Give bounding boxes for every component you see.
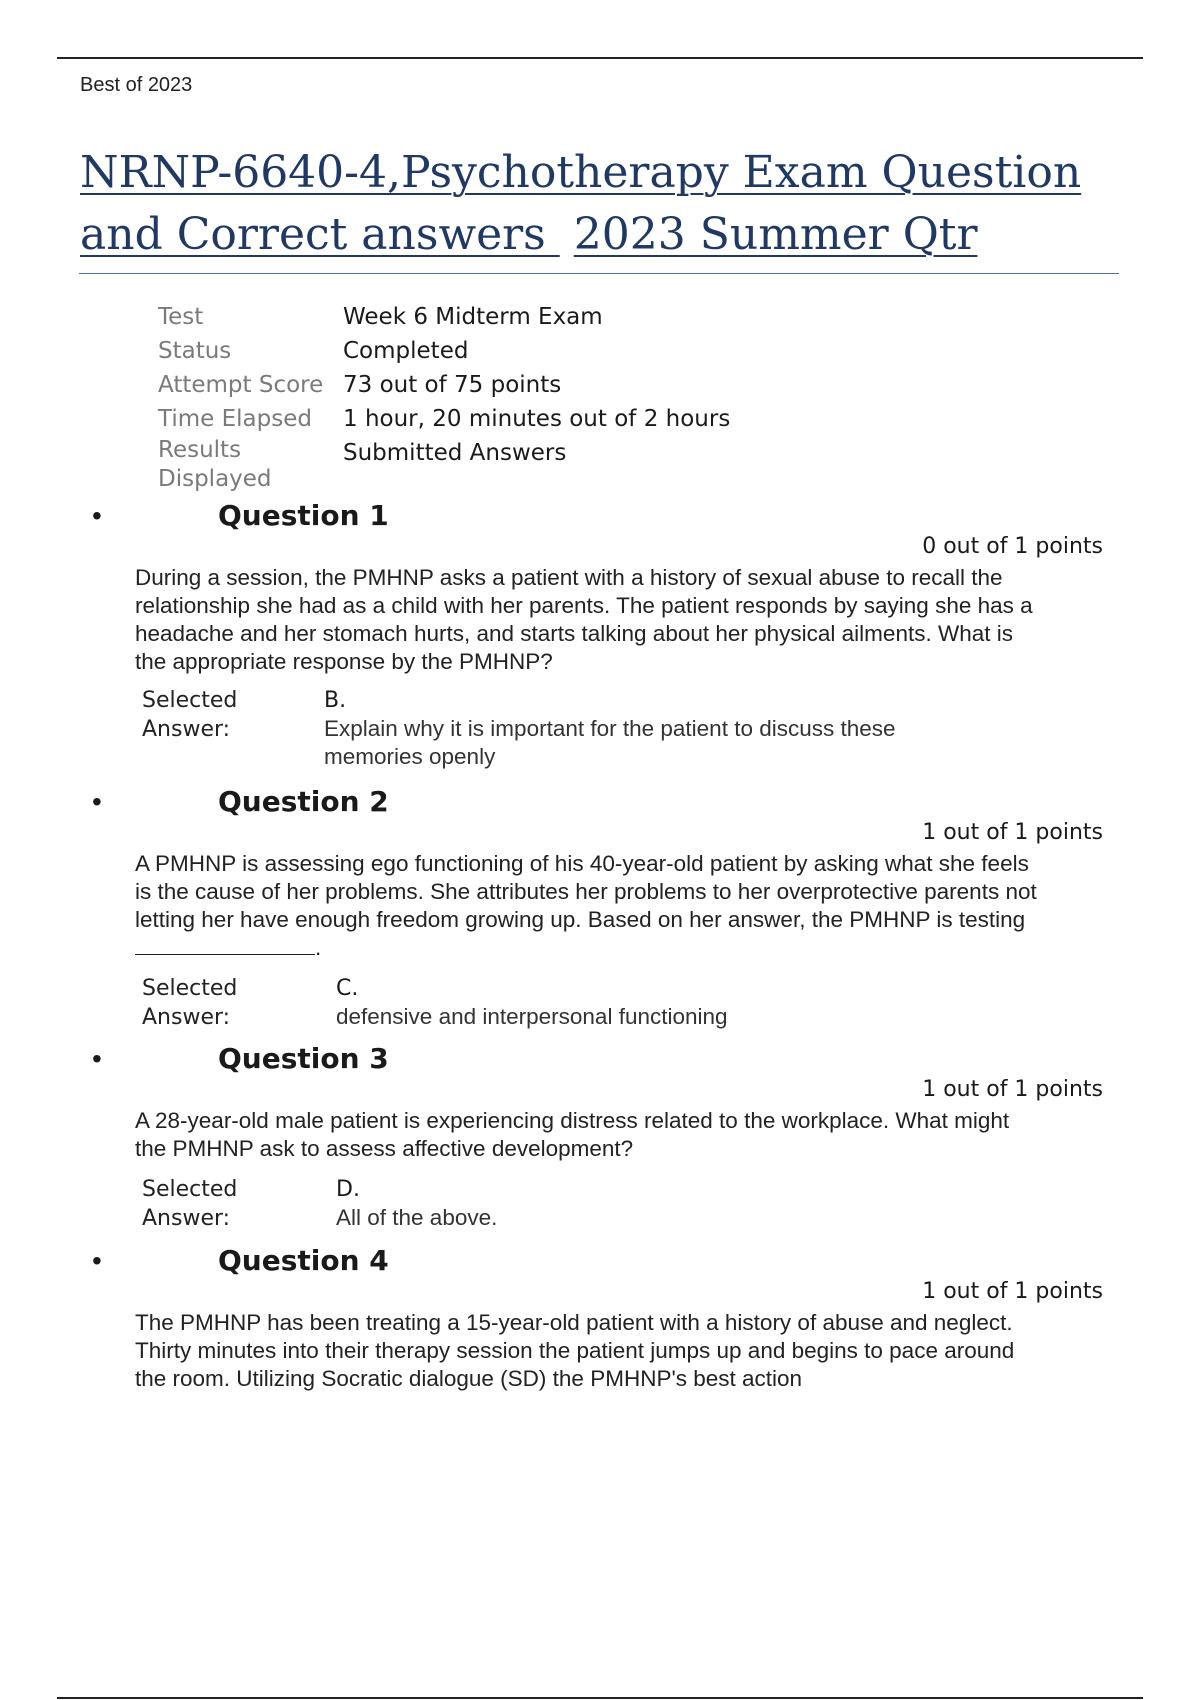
title-rule xyxy=(79,273,1119,274)
header-label: Best of 2023 xyxy=(80,74,193,96)
question-text: The PMHNP has been treating a 15-year-old patient with a history of abuse and neglect. Thirty minutes into their therapy session the patient jumps up and begins to pace around the room. Utilizing Socratic dialogue (SD) the PMHNP's best action xyxy=(135,1310,1015,1391)
question-text xyxy=(135,850,1045,962)
answer-label xyxy=(142,1175,237,1233)
question-text-end: . xyxy=(315,935,322,960)
answer-body xyxy=(324,686,964,771)
answer-text: All of the above. xyxy=(336,1205,498,1230)
answer-text: Explain why it is important for the patient to discuss these memories openly xyxy=(324,716,896,769)
info-key: Results Displayed xyxy=(158,437,272,492)
info-key: Time Elapsed xyxy=(158,406,312,432)
info-key: Attempt Score xyxy=(158,372,324,398)
info-row-results xyxy=(158,436,730,494)
question-title: Question 1 xyxy=(218,499,389,532)
info-value: Submitted Answers xyxy=(343,440,567,466)
selected-answer xyxy=(142,974,728,1032)
question-block xyxy=(0,1041,1200,1241)
answer-label xyxy=(142,686,237,744)
answer-label-line-2: Answer: xyxy=(142,717,231,742)
bullet: • xyxy=(92,1043,102,1074)
answer-body xyxy=(336,974,976,1031)
question-points: 1 out of 1 points xyxy=(922,820,1103,845)
info-row-test xyxy=(158,300,730,334)
info-row-score xyxy=(158,368,730,402)
info-row-status xyxy=(158,334,730,368)
info-value: 1 hour, 20 minutes out of 2 hours xyxy=(343,406,731,432)
answer-letter: C. xyxy=(336,976,359,1001)
bullet: • xyxy=(92,786,102,817)
bullet: • xyxy=(92,500,102,531)
selected-answer xyxy=(142,686,896,769)
question-title: Question 4 xyxy=(218,1244,389,1277)
question-block xyxy=(0,498,1200,778)
test-info-table xyxy=(158,300,730,494)
question-text-body: A PMHNP is assessing ego functioning of his 40-year-old patient by asking what she feels is the cause of her problems. She attributes her problems to her overprotective parents not letting her have enough freedom growing up. Based on her answer, the PMHNP is testing xyxy=(135,851,1037,932)
info-key: Status xyxy=(158,338,232,364)
question-text: A 28-year-old male patient is experiencing distress related to the workplace. What might the PMHNP ask to assess affective development? xyxy=(135,1108,1010,1161)
question-block xyxy=(0,784,1200,1034)
question-points: 0 out of 1 points xyxy=(922,534,1103,559)
info-value: Week 6 Midterm Exam xyxy=(343,304,603,330)
question-points: 1 out of 1 points xyxy=(922,1077,1103,1102)
answer-label xyxy=(142,974,237,1032)
bottom-rule xyxy=(57,1697,1143,1699)
info-row-time xyxy=(158,402,730,436)
question-block xyxy=(0,1243,1200,1403)
info-value: Completed xyxy=(343,338,469,364)
answer-label-line-1: Selected xyxy=(142,1177,238,1202)
info-value: 73 out of 75 points xyxy=(343,372,562,398)
answer-letter: D. xyxy=(336,1177,360,1202)
title-line-2b: 2023 Summer Qtr xyxy=(573,209,978,260)
question-title: Question 3 xyxy=(218,1042,389,1075)
title-line-2a: and Correct answers xyxy=(80,209,560,260)
answer-label-line-1: Selected xyxy=(142,976,238,1001)
answer-text: defensive and interpersonal functioning xyxy=(336,1004,728,1029)
selected-answer xyxy=(142,1175,498,1233)
info-key: Test xyxy=(158,304,204,330)
answer-label-line-1: Selected xyxy=(142,688,238,713)
answer-label-line-2: Answer: xyxy=(142,1206,231,1231)
question-title: Question 2 xyxy=(218,785,389,818)
fill-in-blank xyxy=(135,934,315,955)
top-rule xyxy=(57,57,1143,59)
question-points: 1 out of 1 points xyxy=(922,1279,1103,1304)
answer-body xyxy=(336,1175,976,1232)
question-text: During a session, the PMHNP asks a patient with a history of sexual abuse to recall the relationship she had as a child with her parents. The patient responds by saying she has a headache and her stomach hurts, and starts talking about her physical ailments. What is the appropriate response by the PMHNP? xyxy=(135,565,1033,674)
answer-letter: B. xyxy=(324,688,347,713)
bullet: • xyxy=(92,1245,102,1276)
answer-label-line-2: Answer: xyxy=(142,1005,231,1030)
title-line-1: NRNP-6640-4,Psychotherapy Exam Question xyxy=(80,147,1082,198)
page-title xyxy=(80,142,1120,266)
